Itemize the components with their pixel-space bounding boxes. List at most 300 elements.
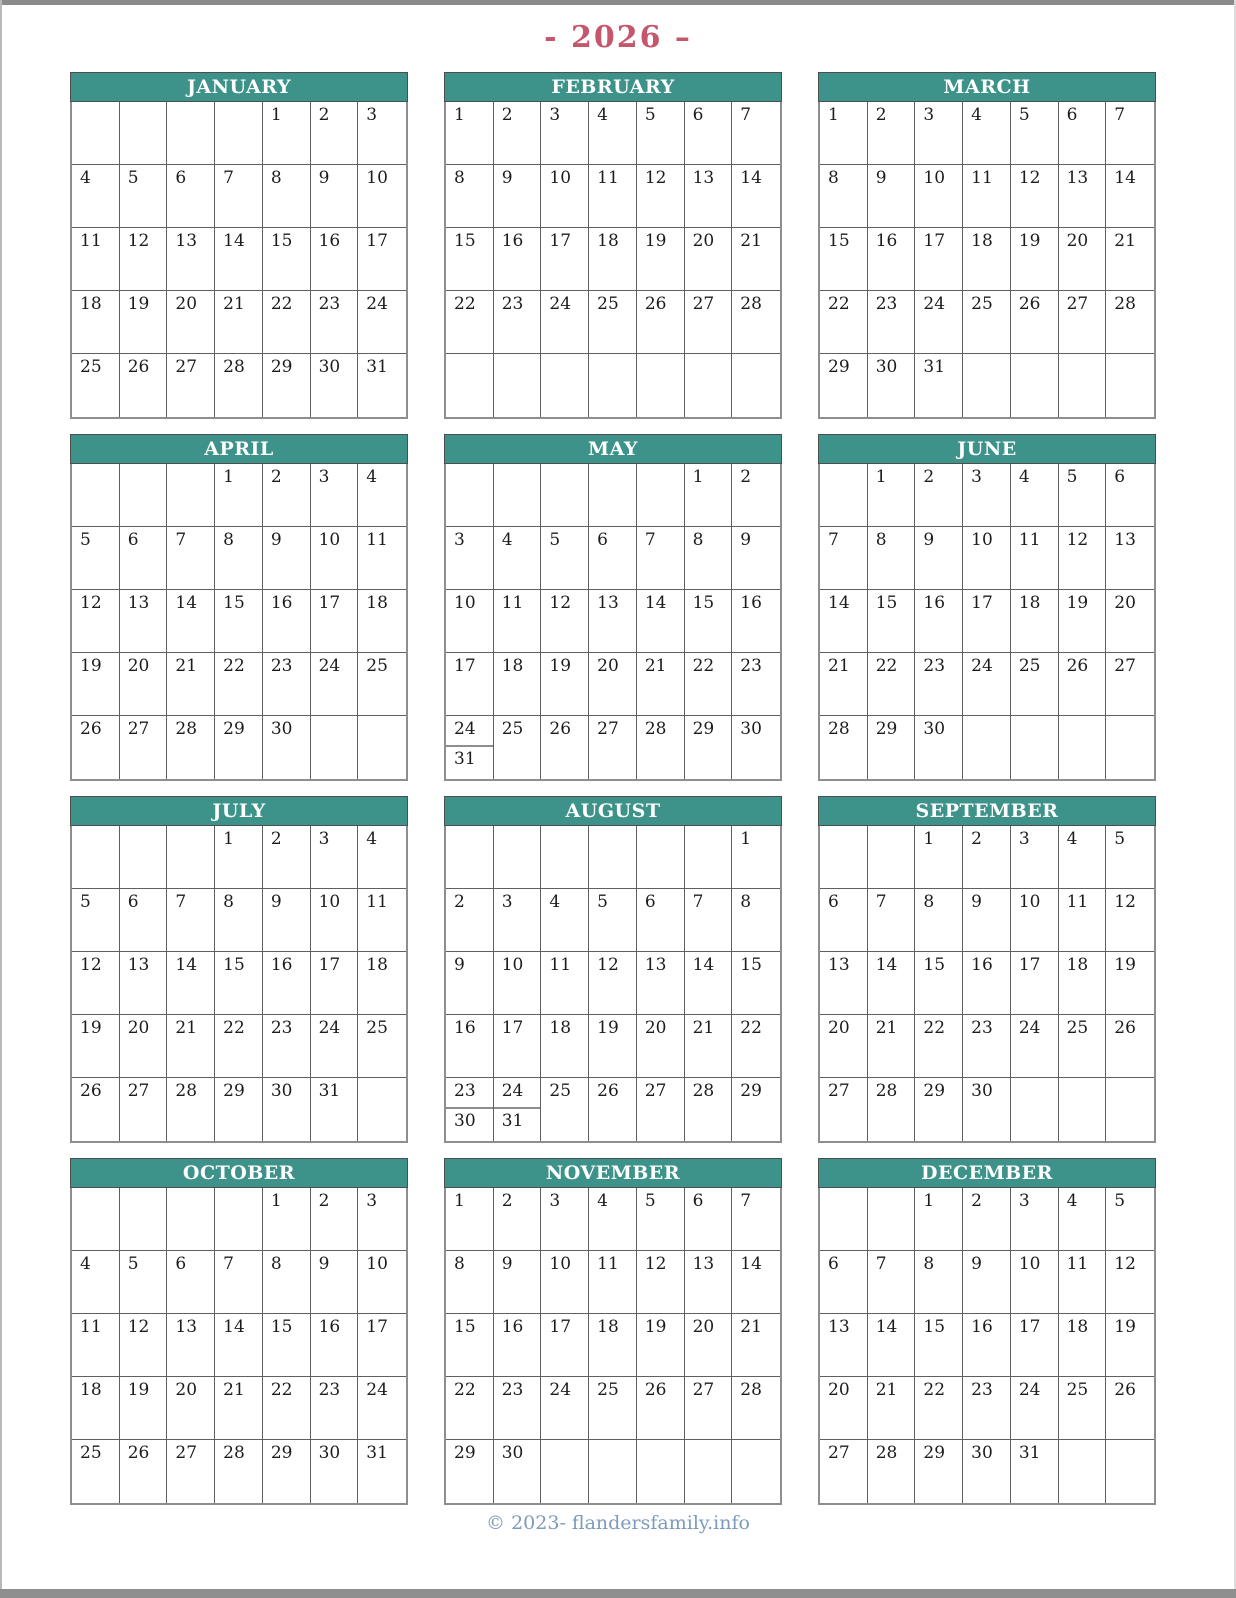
day-cell: 13 bbox=[589, 590, 637, 653]
day-cell: 21 bbox=[215, 1377, 263, 1440]
day-cell: 27 bbox=[589, 716, 637, 779]
day-cell: 28 bbox=[868, 1078, 916, 1141]
day-cell: 26 bbox=[120, 1440, 168, 1503]
year-title: - 2026 – bbox=[544, 20, 692, 55]
day-cell-empty bbox=[72, 1188, 120, 1251]
day-cell: 4 bbox=[358, 464, 406, 527]
day-cell: 10 bbox=[915, 165, 963, 228]
month-day-grid bbox=[70, 826, 408, 1143]
day-cell: 15 bbox=[446, 1314, 494, 1377]
day-cell: 8 bbox=[446, 1251, 494, 1314]
day-cell: 8 bbox=[215, 527, 263, 590]
day-cell: 29 bbox=[215, 1078, 263, 1141]
day-number: 24 bbox=[494, 1078, 541, 1109]
day-cell: 16 bbox=[494, 1314, 542, 1377]
month-day-grid bbox=[818, 102, 1156, 419]
day-cell: 2 bbox=[494, 1188, 542, 1251]
day-cell: 14 bbox=[1106, 165, 1154, 228]
day-cell: 11 bbox=[589, 165, 637, 228]
day-cell: 27 bbox=[167, 1440, 215, 1503]
day-cell: 21 bbox=[868, 1015, 916, 1078]
day-cell: 26 bbox=[72, 716, 120, 779]
day-cell: 21 bbox=[215, 291, 263, 354]
day-cell: 19 bbox=[72, 653, 120, 716]
day-cell: 15 bbox=[685, 590, 733, 653]
day-cell: 17 bbox=[494, 1015, 542, 1078]
month-day-grid bbox=[444, 826, 782, 1143]
day-cell: 17 bbox=[1011, 952, 1059, 1015]
day-cell: 1 bbox=[263, 102, 311, 165]
day-cell: 13 bbox=[120, 590, 168, 653]
day-cell: 26 bbox=[1106, 1377, 1154, 1440]
day-cell: 16 bbox=[732, 590, 780, 653]
day-cell: 22 bbox=[263, 291, 311, 354]
day-cell: 18 bbox=[589, 1314, 637, 1377]
day-cell: 3 bbox=[446, 527, 494, 590]
day-cell: 19 bbox=[1106, 952, 1154, 1015]
month-day-grid bbox=[444, 464, 782, 781]
day-cell: 23 bbox=[732, 653, 780, 716]
day-cell: 9 bbox=[915, 527, 963, 590]
day-cell: 24 bbox=[1011, 1377, 1059, 1440]
day-cell: 30 bbox=[263, 716, 311, 779]
month-title: DECEMBER bbox=[818, 1158, 1156, 1188]
day-cell: 30 bbox=[740, 719, 762, 739]
day-cell-empty bbox=[167, 826, 215, 889]
day-cell: 22 bbox=[215, 653, 263, 716]
day-cell: 22 bbox=[215, 1015, 263, 1078]
day-cell: 5 bbox=[637, 1188, 685, 1251]
day-number: 23 bbox=[446, 1078, 493, 1109]
day-cell: 14 bbox=[868, 952, 916, 1015]
day-cell: 15 bbox=[915, 1314, 963, 1377]
day-cell: 9 bbox=[963, 1251, 1011, 1314]
day-cell: 16 bbox=[494, 228, 542, 291]
day-cell: 28 bbox=[732, 291, 780, 354]
day-cell: 24 bbox=[541, 1377, 589, 1440]
day-cell: 22 bbox=[685, 653, 733, 716]
day-cell: 31 bbox=[1011, 1440, 1059, 1503]
day-cell: 13 bbox=[120, 952, 168, 1015]
day-cell: 6 bbox=[685, 102, 733, 165]
day-cell: 6 bbox=[820, 889, 868, 952]
day-cell: 2 bbox=[311, 1188, 359, 1251]
day-cell: 23 bbox=[868, 291, 916, 354]
day-cell: 19 bbox=[1059, 590, 1107, 653]
day-cell-empty bbox=[820, 826, 868, 889]
day-cell: 5 bbox=[589, 889, 637, 952]
copyright-footer: © 2023- flandersfamily.info bbox=[486, 1512, 750, 1534]
day-cell: 3 bbox=[541, 102, 589, 165]
day-cell: 9 bbox=[494, 165, 542, 228]
day-cell: 16 bbox=[311, 1314, 359, 1377]
day-cell: 30 bbox=[963, 1440, 1011, 1503]
day-cell: 17 bbox=[358, 228, 406, 291]
day-cell: 20 bbox=[820, 1015, 868, 1078]
day-cell-empty bbox=[820, 464, 868, 527]
day-cell-split bbox=[494, 1078, 542, 1141]
day-cell: 15 bbox=[215, 590, 263, 653]
day-cell: 4 bbox=[589, 102, 637, 165]
month-day-grid bbox=[70, 464, 408, 781]
day-cell: 13 bbox=[820, 1314, 868, 1377]
day-cell: 15 bbox=[820, 228, 868, 291]
day-cell: 23 bbox=[963, 1015, 1011, 1078]
day-cell: 11 bbox=[1059, 889, 1107, 952]
day-cell: 13 bbox=[1059, 165, 1107, 228]
day-cell-empty bbox=[685, 354, 733, 417]
day-cell: 6 bbox=[637, 889, 685, 952]
day-cell: 18 bbox=[1011, 590, 1059, 653]
day-cell-empty bbox=[215, 102, 263, 165]
day-cell: 3 bbox=[1011, 826, 1059, 889]
day-cell: 20 bbox=[167, 1377, 215, 1440]
day-cell-empty bbox=[541, 1440, 589, 1503]
day-number: 24 bbox=[446, 716, 493, 747]
day-cell: 20 bbox=[1106, 590, 1154, 653]
day-cell: 18 bbox=[541, 1015, 589, 1078]
day-cell-empty bbox=[167, 1188, 215, 1251]
day-cell: 29 bbox=[215, 716, 263, 779]
day-cell: 5 bbox=[72, 889, 120, 952]
day-cell: 16 bbox=[263, 952, 311, 1015]
day-cell-empty bbox=[358, 1078, 406, 1141]
day-cell: 26 bbox=[1106, 1015, 1154, 1078]
day-cell-empty bbox=[732, 1440, 780, 1503]
day-cell: 12 bbox=[1059, 527, 1107, 590]
month-may bbox=[444, 434, 782, 781]
day-cell: 29 bbox=[915, 1440, 963, 1503]
day-cell-empty bbox=[311, 716, 359, 779]
day-cell-empty bbox=[541, 826, 589, 889]
day-cell: 29 bbox=[446, 1440, 494, 1503]
day-cell: 5 bbox=[1106, 1188, 1154, 1251]
day-cell: 27 bbox=[120, 1078, 168, 1141]
month-title: JANUARY bbox=[70, 72, 408, 102]
day-cell: 24 bbox=[311, 653, 359, 716]
day-cell: 11 bbox=[72, 228, 120, 291]
day-cell: 25 bbox=[72, 1440, 120, 1503]
day-cell-empty bbox=[541, 354, 589, 417]
day-cell: 17 bbox=[358, 1314, 406, 1377]
day-cell: 7 bbox=[167, 527, 215, 590]
month-april bbox=[70, 434, 408, 781]
day-cell: 23 bbox=[311, 291, 359, 354]
day-cell: 10 bbox=[311, 889, 359, 952]
day-cell: 17 bbox=[446, 653, 494, 716]
day-cell: 29 bbox=[868, 716, 916, 779]
day-cell: 25 bbox=[541, 1078, 589, 1141]
day-cell: 22 bbox=[868, 653, 916, 716]
day-cell: 24 bbox=[541, 291, 589, 354]
day-cell: 26 bbox=[589, 1078, 637, 1141]
day-cell: 18 bbox=[72, 291, 120, 354]
day-cell-empty bbox=[589, 826, 637, 889]
month-day-grid bbox=[444, 102, 782, 419]
day-cell-empty bbox=[446, 354, 494, 417]
day-cell: 24 bbox=[915, 291, 963, 354]
day-cell: 12 bbox=[1106, 1251, 1154, 1314]
day-cell: 27 bbox=[120, 716, 168, 779]
day-cell: 6 bbox=[685, 1188, 733, 1251]
month-title: JULY bbox=[70, 796, 408, 826]
day-cell-empty bbox=[685, 1440, 733, 1503]
day-cell: 26 bbox=[637, 291, 685, 354]
day-cell-empty bbox=[1106, 1078, 1154, 1141]
day-cell: 14 bbox=[215, 228, 263, 291]
day-cell: 7 bbox=[215, 1251, 263, 1314]
day-cell-empty bbox=[1059, 1078, 1107, 1141]
day-cell: 7 bbox=[637, 527, 685, 590]
day-cell: 31 bbox=[366, 357, 388, 377]
day-cell: 21 bbox=[685, 1015, 733, 1078]
day-cell: 28 bbox=[868, 1440, 916, 1503]
day-cell: 1 bbox=[263, 1188, 311, 1251]
day-cell: 25 bbox=[589, 1377, 637, 1440]
day-cell-empty bbox=[167, 102, 215, 165]
day-cell: 3 bbox=[915, 102, 963, 165]
day-cell: 3 bbox=[963, 464, 1011, 527]
day-cell: 9 bbox=[263, 527, 311, 590]
day-cell: 8 bbox=[820, 165, 868, 228]
day-cell: 27 bbox=[820, 1078, 868, 1141]
month-january bbox=[70, 72, 408, 419]
day-cell: 16 bbox=[963, 952, 1011, 1015]
day-cell: 10 bbox=[1011, 889, 1059, 952]
day-cell-empty bbox=[1011, 716, 1059, 779]
day-cell: 3 bbox=[1011, 1188, 1059, 1251]
page-edge-top bbox=[0, 0, 1236, 5]
day-cell-empty bbox=[1059, 354, 1107, 417]
day-cell: 11 bbox=[72, 1314, 120, 1377]
day-cell-empty bbox=[494, 354, 542, 417]
day-cell-empty bbox=[72, 826, 120, 889]
day-cell: 24 bbox=[358, 291, 406, 354]
day-number: 31 bbox=[454, 749, 476, 769]
day-cell: 10 bbox=[311, 527, 359, 590]
day-cell: 21 bbox=[868, 1377, 916, 1440]
day-cell: 13 bbox=[167, 228, 215, 291]
day-cell: 4 bbox=[963, 102, 1011, 165]
day-cell: 13 bbox=[1106, 527, 1154, 590]
day-cell: 22 bbox=[732, 1015, 780, 1078]
day-cell: 23 bbox=[263, 653, 311, 716]
day-number: 30 bbox=[454, 1111, 476, 1131]
day-cell: 1 bbox=[446, 1188, 494, 1251]
day-cell: 4 bbox=[358, 826, 406, 889]
day-cell: 27 bbox=[1059, 291, 1107, 354]
day-cell-empty bbox=[868, 826, 916, 889]
day-cell: 18 bbox=[1059, 952, 1107, 1015]
day-cell: 11 bbox=[541, 952, 589, 1015]
day-cell: 15 bbox=[915, 952, 963, 1015]
day-cell: 3 bbox=[494, 889, 542, 952]
day-cell: 11 bbox=[1011, 527, 1059, 590]
day-cell: 10 bbox=[358, 165, 406, 228]
day-cell: 17 bbox=[963, 590, 1011, 653]
day-cell: 4 bbox=[1059, 826, 1107, 889]
day-cell: 12 bbox=[541, 590, 589, 653]
day-cell: 10 bbox=[541, 1251, 589, 1314]
day-cell-empty bbox=[637, 1440, 685, 1503]
day-cell: 1 bbox=[446, 102, 494, 165]
day-cell: 21 bbox=[167, 1015, 215, 1078]
day-cell: 7 bbox=[1106, 102, 1154, 165]
day-cell: 7 bbox=[215, 165, 263, 228]
day-cell: 16 bbox=[446, 1015, 494, 1078]
day-cell: 20 bbox=[1059, 228, 1107, 291]
day-cell: 9 bbox=[311, 1251, 359, 1314]
day-cell-empty bbox=[963, 354, 1011, 417]
month-december bbox=[818, 1158, 1156, 1505]
day-cell: 26 bbox=[1059, 653, 1107, 716]
day-cell: 20 bbox=[685, 1314, 733, 1377]
day-cell: 19 bbox=[1106, 1314, 1154, 1377]
day-cell: 23 bbox=[311, 1377, 359, 1440]
day-cell: 25 bbox=[1011, 653, 1059, 716]
day-cell: 6 bbox=[167, 165, 215, 228]
day-cell-empty bbox=[1106, 1440, 1154, 1503]
day-cell: 8 bbox=[868, 527, 916, 590]
day-cell-split bbox=[446, 1078, 494, 1141]
day-cell: 20 bbox=[120, 1015, 168, 1078]
day-cell: 10 bbox=[963, 527, 1011, 590]
day-cell: 18 bbox=[494, 653, 542, 716]
day-cell: 8 bbox=[446, 165, 494, 228]
day-cell: 9 bbox=[963, 889, 1011, 952]
day-cell: 18 bbox=[72, 1377, 120, 1440]
day-cell: 20 bbox=[637, 1015, 685, 1078]
day-cell: 20 bbox=[685, 228, 733, 291]
day-cell-empty bbox=[446, 464, 494, 527]
day-cell: 4 bbox=[1059, 1188, 1107, 1251]
day-cell-empty bbox=[120, 1188, 168, 1251]
day-cell: 5 bbox=[120, 1251, 168, 1314]
day-cell: 23 bbox=[963, 1377, 1011, 1440]
day-cell: 29 bbox=[263, 354, 311, 417]
month-november bbox=[444, 1158, 782, 1505]
day-cell: 25 bbox=[963, 291, 1011, 354]
day-cell: 9 bbox=[494, 1251, 542, 1314]
day-cell: 3 bbox=[311, 826, 359, 889]
month-title: MARCH bbox=[818, 72, 1156, 102]
day-cell-empty bbox=[1011, 1078, 1059, 1141]
month-october bbox=[70, 1158, 408, 1505]
day-cell: 28 bbox=[1106, 291, 1154, 354]
day-cell: 23 bbox=[494, 1377, 542, 1440]
day-cell: 30 bbox=[963, 1078, 1011, 1141]
day-cell: 8 bbox=[915, 889, 963, 952]
day-cell: 22 bbox=[446, 1377, 494, 1440]
day-cell: 13 bbox=[167, 1314, 215, 1377]
day-cell: 15 bbox=[732, 952, 780, 1015]
day-cell: 7 bbox=[732, 1188, 780, 1251]
day-cell: 15 bbox=[263, 1314, 311, 1377]
day-cell: 22 bbox=[915, 1377, 963, 1440]
day-cell-empty bbox=[72, 102, 120, 165]
day-cell: 14 bbox=[167, 952, 215, 1015]
day-cell: 28 bbox=[167, 716, 215, 779]
day-cell: 17 bbox=[1011, 1314, 1059, 1377]
day-cell: 27 bbox=[637, 1078, 685, 1141]
day-cell: 6 bbox=[589, 527, 637, 590]
day-cell-empty bbox=[120, 102, 168, 165]
day-cell: 1 bbox=[215, 826, 263, 889]
day-cell: 25 bbox=[72, 354, 120, 417]
day-cell: 12 bbox=[120, 1314, 168, 1377]
day-cell-empty bbox=[637, 464, 685, 527]
day-cell-empty bbox=[167, 464, 215, 527]
day-cell: 19 bbox=[589, 1015, 637, 1078]
month-july bbox=[70, 796, 408, 1143]
day-cell: 8 bbox=[915, 1251, 963, 1314]
day-cell: 3 bbox=[541, 1188, 589, 1251]
day-cell: 25 bbox=[1059, 1015, 1107, 1078]
day-cell-empty bbox=[120, 826, 168, 889]
day-cell: 9 bbox=[732, 527, 780, 590]
day-cell: 6 bbox=[167, 1251, 215, 1314]
day-cell: 2 bbox=[311, 102, 359, 165]
day-cell: 30 bbox=[915, 716, 963, 779]
day-cell: 22 bbox=[915, 1015, 963, 1078]
day-cell: 22 bbox=[263, 1377, 311, 1440]
day-cell: 17 bbox=[541, 228, 589, 291]
day-cell: 30 bbox=[868, 354, 916, 417]
day-cell: 2 bbox=[494, 102, 542, 165]
day-cell: 5 bbox=[72, 527, 120, 590]
day-cell: 5 bbox=[1106, 826, 1154, 889]
day-cell: 27 bbox=[820, 1440, 868, 1503]
months-grid bbox=[70, 72, 1156, 1505]
day-cell: 7 bbox=[685, 889, 733, 952]
day-cell: 5 bbox=[541, 527, 589, 590]
day-cell: 20 bbox=[589, 653, 637, 716]
day-cell: 2 bbox=[263, 826, 311, 889]
day-cell: 19 bbox=[637, 1314, 685, 1377]
day-cell-empty bbox=[1106, 354, 1154, 417]
day-cell: 29 bbox=[263, 1440, 311, 1503]
month-day-grid bbox=[818, 1188, 1156, 1505]
day-cell-empty bbox=[637, 826, 685, 889]
month-september bbox=[818, 796, 1156, 1143]
day-cell: 6 bbox=[1106, 464, 1154, 527]
day-cell: 21 bbox=[732, 228, 780, 291]
day-cell: 21 bbox=[1106, 228, 1154, 291]
day-cell: 10 bbox=[494, 952, 542, 1015]
day-cell: 17 bbox=[311, 590, 359, 653]
day-cell: 12 bbox=[637, 1251, 685, 1314]
page-edge-left bbox=[0, 0, 2, 1598]
day-cell: 28 bbox=[732, 1377, 780, 1440]
day-cell: 14 bbox=[732, 1251, 780, 1314]
month-march bbox=[818, 72, 1156, 419]
day-cell: 7 bbox=[820, 527, 868, 590]
day-cell: 19 bbox=[120, 1377, 168, 1440]
day-cell: 9 bbox=[263, 889, 311, 952]
day-cell: 4 bbox=[494, 527, 542, 590]
day-cell-empty bbox=[589, 1440, 637, 1503]
day-cell: 28 bbox=[215, 354, 263, 417]
day-cell: 31 bbox=[311, 1078, 359, 1141]
day-cell: 12 bbox=[637, 165, 685, 228]
day-cell: 5 bbox=[120, 165, 168, 228]
day-cell-empty bbox=[494, 464, 542, 527]
month-day-grid bbox=[444, 1188, 782, 1505]
day-cell-empty bbox=[685, 826, 733, 889]
month-february bbox=[444, 72, 782, 419]
day-cell: 7 bbox=[732, 102, 780, 165]
day-cell: 13 bbox=[685, 165, 733, 228]
